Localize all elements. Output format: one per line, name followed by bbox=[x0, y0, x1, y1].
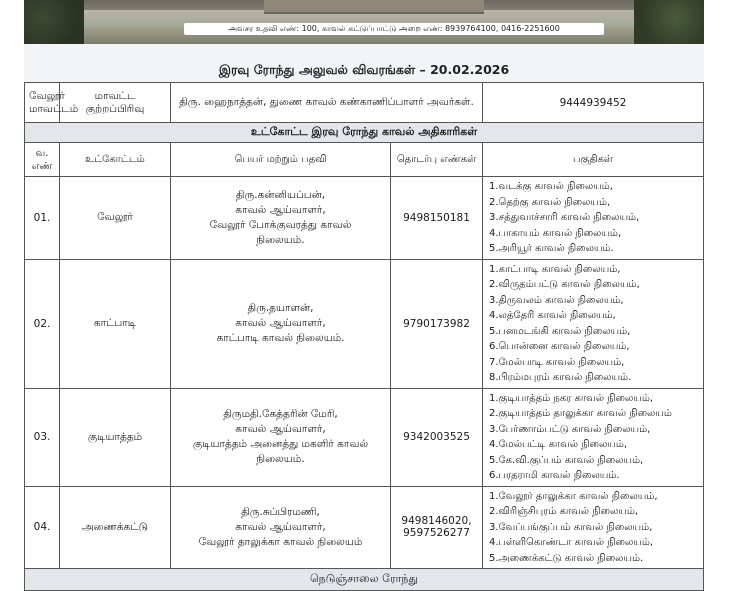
patrol-table bbox=[24, 82, 704, 591]
fort-wall-graphic bbox=[264, 0, 484, 14]
officer-line: காவல் ஆய்வாளர், bbox=[235, 203, 326, 216]
table-row bbox=[25, 259, 704, 388]
row-officer bbox=[171, 388, 391, 486]
row-areas bbox=[483, 177, 704, 260]
highway-patrol-heading: நெடுஞ்சாலை ரோந்து bbox=[25, 569, 704, 591]
officer-line: காட்பாடி காவல் நிலையம். bbox=[216, 332, 345, 344]
officer-line: வேலூர் போக்குவரத்து காவல் bbox=[209, 218, 352, 231]
officer-line: வேலூர் தாலுக்கா காவல் நிலையம் bbox=[198, 535, 363, 548]
area-item: 5.பனமடங்கி காவல் நிலையம், bbox=[489, 325, 631, 337]
tree-left-graphic bbox=[24, 0, 84, 44]
row-phone bbox=[391, 259, 483, 388]
table-row bbox=[25, 177, 704, 260]
phone-line: 9790173982 bbox=[403, 317, 470, 330]
area-item: 5.அணைக்கட்டு காவல் நிலையம். bbox=[489, 552, 644, 564]
area-item: 1.காட்பாடி காவல் நிலையம், bbox=[489, 263, 621, 275]
row-subdivision: வேலூர் bbox=[60, 177, 171, 260]
page-title: இரவு ரோந்து அலுவல் விவரங்கள் – 20.02.2026 bbox=[218, 62, 510, 77]
district-row bbox=[25, 83, 704, 123]
area-item: 4.பாகாயம் காவல் நிலையம், bbox=[489, 227, 622, 239]
officer-line: திரு.கன்னியப்பன், bbox=[235, 188, 326, 201]
table-row bbox=[25, 486, 704, 569]
officer-line: நிலையம். bbox=[256, 233, 305, 246]
officer-line: திருமதி.கேத்தரின் மேரி, bbox=[223, 408, 338, 420]
area-item: 1.குடியாத்தம் நகர காவல் நிலையம், bbox=[489, 392, 654, 404]
area-item: 5.அரியூர் காவல் நிலையம். bbox=[489, 243, 614, 254]
row-areas bbox=[483, 486, 704, 569]
area-item: 2.விருதம்பட்டு காவல் நிலையம், bbox=[489, 279, 640, 290]
row-sno: 04. bbox=[25, 486, 60, 569]
area-item: 3.பேர்ணாம்பட்டு காவல் நிலையம், bbox=[489, 423, 651, 435]
col-areas: பகுதிகள் bbox=[483, 143, 704, 177]
area-item: 2.விரிஞ்சிபுரம் காவல் நிலையம், bbox=[489, 506, 639, 517]
header-banner-image bbox=[24, 0, 704, 44]
district-officer-cell: திரு. ஹைநாத்தன், துணை காவல் கண்காணிப்பாளர் அவர்கள். bbox=[171, 83, 483, 123]
patrol-sheet bbox=[24, 44, 704, 591]
row-subdivision: காட்பாடி bbox=[60, 259, 171, 388]
tree-right-graphic bbox=[634, 0, 704, 44]
officer-line: திரு.தயாளன், bbox=[247, 302, 314, 314]
area-item: 7.மேல்பாடி காவல் நிலையம், bbox=[489, 356, 625, 368]
row-phone bbox=[391, 486, 483, 569]
area-item: 8.பிரம்மபுரம் காவல் நிலையம். bbox=[489, 372, 632, 383]
area-item: 3.திருவலம் காவல் நிலையம், bbox=[489, 294, 624, 306]
phone-line: 9342003525 bbox=[403, 431, 470, 443]
helpline-strip: அவசர உதவி எண்: 100, காவல் கட்டுப்பாட்டு அறை எண்: 8939764100, 0416-2251600 bbox=[184, 23, 604, 35]
table-row bbox=[25, 388, 704, 486]
area-item: 4.பள்ளிகொண்டா காவல் நிலையம், bbox=[489, 537, 654, 548]
col-sno: வ. எண் bbox=[25, 143, 60, 177]
row-subdivision: அணைக்கட்டு bbox=[60, 486, 171, 569]
area-item: 5.கே.வி.குப்பம் காவல் நிலையம், bbox=[489, 454, 644, 466]
phone-line: 9498146020, bbox=[401, 515, 472, 528]
phone-line: 9498150181 bbox=[403, 211, 470, 224]
officer-line: நிலையம். bbox=[256, 453, 305, 465]
officer-line: குடியாத்தம் அனைத்து மகளிர் காவல் bbox=[192, 438, 369, 450]
row-sno: 02. bbox=[25, 259, 60, 388]
row-officer bbox=[171, 259, 391, 388]
officer-line: காவல் ஆய்வாளர், bbox=[235, 520, 326, 533]
area-item: 2.குடியாத்தம் தாலுக்கா காவல் நிலையம் bbox=[489, 408, 672, 419]
officer-line: காவல் ஆய்வாளர், bbox=[235, 423, 326, 435]
area-item: 4.லத்தேரி காவல் நிலையம், bbox=[489, 310, 616, 321]
row-areas bbox=[483, 259, 704, 388]
row-sno: 03. bbox=[25, 388, 60, 486]
area-item: 6.பரதராமி காவல் நிலையம். bbox=[489, 470, 620, 481]
area-item: 2.தெற்கு காவல் நிலையம், bbox=[489, 196, 611, 208]
col-name: பெயர் மற்றும் பதவி bbox=[171, 143, 391, 177]
area-item: 1.வடக்கு காவல் நிலையம், bbox=[489, 181, 613, 192]
area-item: 1.வேலூர் தாலுக்கா காவல் நிலையம், bbox=[489, 490, 658, 502]
area-item: 3.சத்துவாச்சாரி காவல் நிலையம், bbox=[489, 212, 640, 223]
row-phone bbox=[391, 388, 483, 486]
row-officer bbox=[171, 486, 391, 569]
area-item: 3.வேப்பங்குப்பம் காவல் நிலையம், bbox=[489, 521, 653, 533]
section-heading: உட்கோட்ட இரவு ரோந்து காவல் அதிகாரிகள் bbox=[25, 123, 704, 143]
col-contact: தொடர்பு எண்கள் bbox=[391, 143, 483, 177]
row-phone bbox=[391, 177, 483, 260]
row-sno: 01. bbox=[25, 177, 60, 260]
district-phone-cell: 9444939452 bbox=[483, 83, 704, 123]
phone-line: 9597526277 bbox=[403, 527, 470, 540]
column-header-row bbox=[25, 143, 704, 177]
row-officer bbox=[171, 177, 391, 260]
unit-cell: மாவட்ட குற்றப்பிரிவு bbox=[60, 83, 171, 123]
row-areas bbox=[483, 388, 704, 486]
area-item: 6.பொன்னை காவல் நிலையம், bbox=[489, 341, 630, 352]
col-subdivision: உட்கோட்டம் bbox=[60, 143, 171, 177]
district-cell: வேலூர் மாவட்டம் bbox=[25, 83, 60, 123]
row-subdivision: குடியாத்தம் bbox=[60, 388, 171, 486]
officer-line: திரு.சுப்பிரமணி, bbox=[241, 505, 320, 518]
officer-line: காவல் ஆய்வாளர், bbox=[235, 317, 326, 329]
area-item: 4.மேல்பட்டி காவல் நிலையம், bbox=[489, 439, 628, 450]
